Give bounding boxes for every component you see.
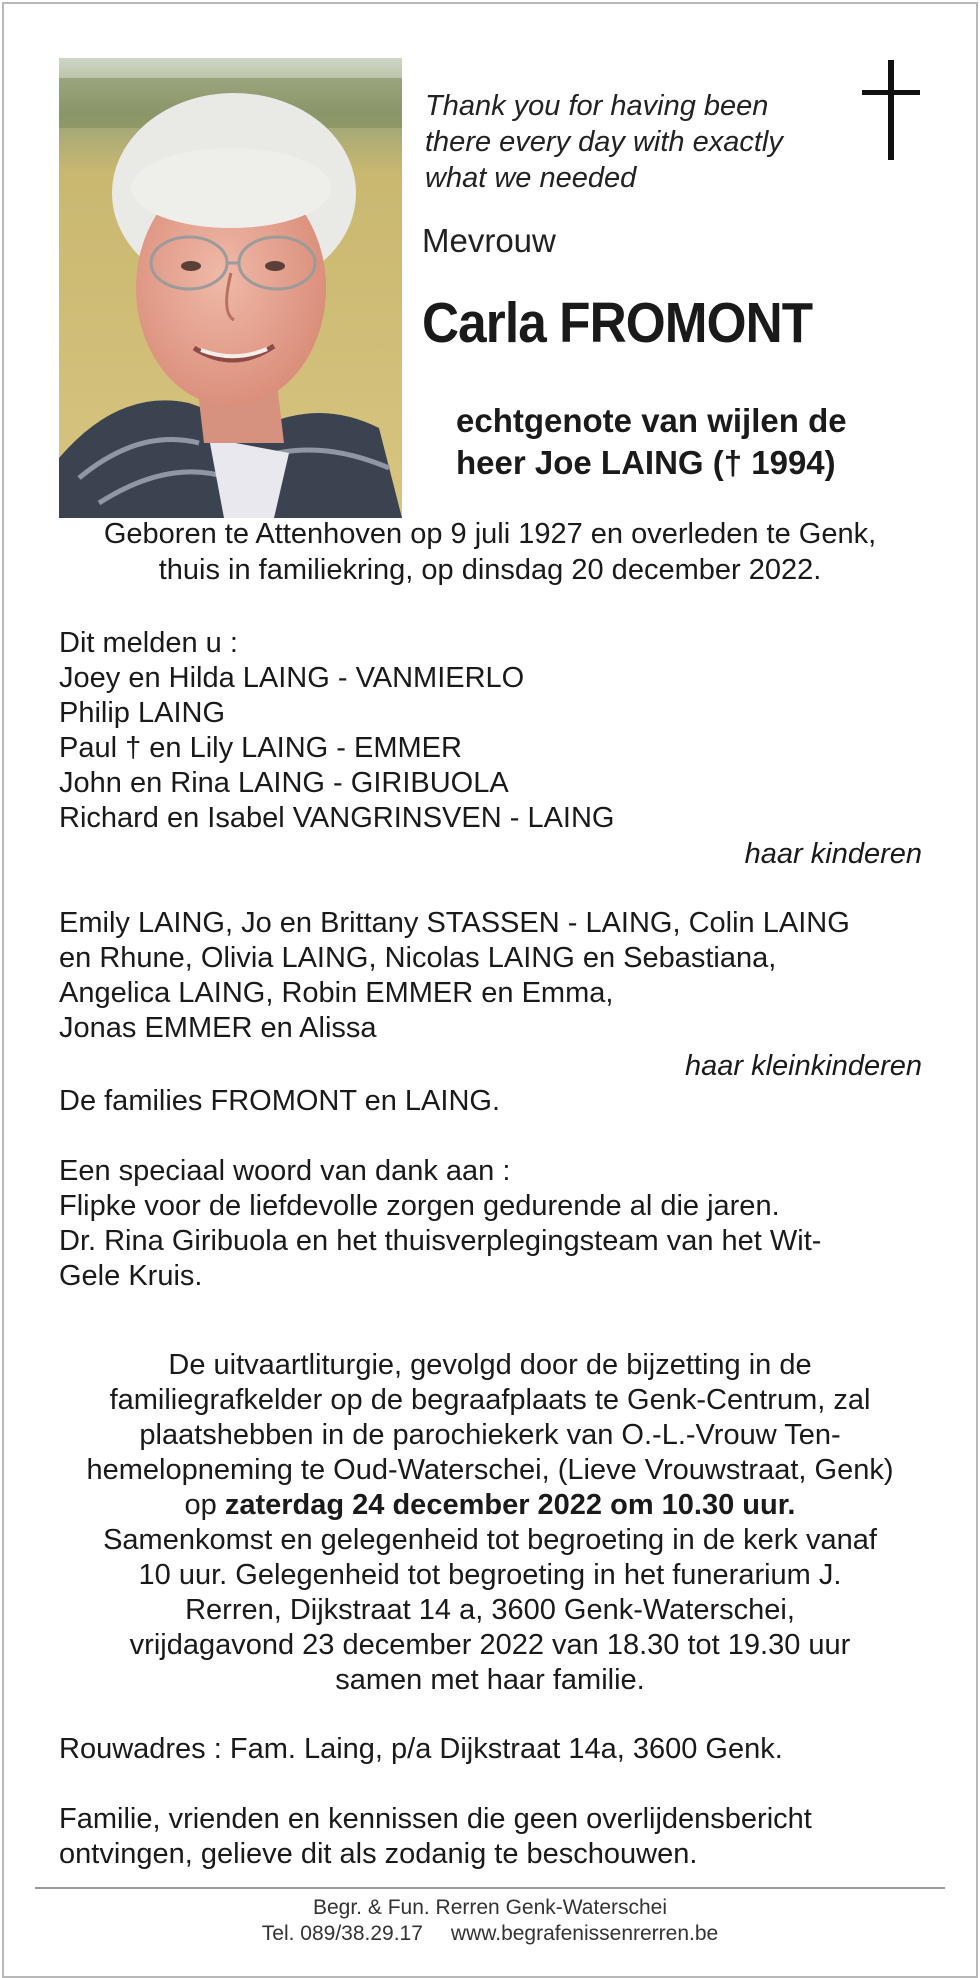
families [59,1084,924,1119]
portrait-photo [59,58,402,518]
list-item: Angelica LAING, Robin EMMER en Emma, [59,977,614,1009]
mourning-address [59,1732,924,1767]
children-list [59,626,924,836]
spouse-info [456,400,936,484]
list-item: en Rhune, Olivia LAING, Nicolas LAING en Sebastiana, [59,942,777,974]
footer-website: www.begrafenissenrerren.be [450,1922,719,1945]
quote-line: Thank you for having been [425,90,769,122]
ceremony-line: samen met haar familie. [335,1664,645,1696]
ceremony-line: vrijdagavond 23 december 2022 van 18.30 tot 19.30 uur [129,1629,851,1661]
footer-divider [35,1887,945,1889]
list-intro: Dit melden u : [59,627,238,659]
list-item: Philip LAING [59,697,226,729]
list-item: Joey en Hilda LAING - VANMIERLO [59,662,525,694]
ceremony-line: hemelopneming te Oud-Waterschei, (Lieve Vrouwstraat, Genk) [86,1454,894,1486]
grandchildren-list [59,906,924,1046]
notice-line: ontvingen, gelieve dit als zodanig te beschouwen. [59,1838,698,1870]
thanks-line: Een speciaal woord van dank aan : [59,1155,511,1187]
ceremony-line: Rerren, Dijkstraat 14 a, 3600 Genk-Waterschei, [185,1594,795,1626]
latin-cross-icon [862,60,920,160]
ceremony-line: 10 uur. Gelegenheid tot begroeting in het funerarium J. [138,1559,842,1591]
thanks-line: Dr. Rina Giribuola en het thuisverplegingsteam van het Wit- [59,1225,822,1257]
footer-phone: Tel. 089/38.29.17 [261,1922,423,1945]
notice-line: Familie, vrienden en kennissen die geen overlijdensbericht [59,1803,812,1835]
footer [0,1895,980,1947]
notice-block [59,1802,924,1872]
ceremony-line: plaatshebben in de parochiekerk van O.-L.-Vrouw Ten- [139,1419,841,1451]
deceased-name: Carla FROMONT [422,291,813,355]
quote [425,88,845,196]
ceremony-date: zaterdag 24 december 2022 om 10.30 uur. [224,1489,796,1521]
ceremony-date-prefix: op [184,1489,225,1521]
born-line: thuis in familiekring, op dinsdag 20 december 2022. [158,554,822,586]
families-line: De families FROMONT en LAING. [59,1085,501,1117]
address-line: Rouwadres : Fam. Laing, p/a Dijkstraat 14a, 3600 Genk. [59,1733,783,1765]
list-item: Emily LAING, Jo en Brittany STASSEN - LAING, Colin LAING [59,907,850,939]
list-item: Richard en Isabel VANGRINSVEN - LAING [59,802,615,834]
spouse-line: heer Joe LAING († 1994) [456,444,836,481]
footer-contact [0,1921,980,1947]
list-item: Paul † en Lily LAING - EMMER [59,732,462,764]
children-role: haar kinderen [744,838,922,870]
ceremony-line: Samenkomst en gelegenheid tot begroeting in de kerk vanaf [103,1524,877,1556]
ceremony-date-line [40,1488,940,1523]
quote-line: there every day with exactly [425,126,783,158]
spouse-line: echtgenote van wijlen de [456,402,847,439]
thanks-line: Gele Kruis. [59,1260,203,1292]
footer-company: Begr. & Fun. Rerren Genk-Waterschei [312,1896,668,1919]
ceremony-info [40,1348,940,1698]
thanks-block [59,1154,924,1294]
ceremony-line: familiegrafkelder op de begraafplaats te Genk-Centrum, zal [109,1384,871,1416]
list-item: Jonas EMMER en Alissa [59,1012,377,1044]
salutation: Mevrouw [422,222,556,259]
list-item: John en Rina LAING - GIRIBUOLA [59,767,509,799]
quote-line: what we needed [425,162,637,194]
ceremony-line: De uitvaartliturgie, gevolgd door de bijzetting in de [168,1349,812,1381]
grandchildren-role: haar kleinkinderen [685,1050,922,1082]
birth-death-info [40,516,940,588]
thanks-line: Flipke voor de liefdevolle zorgen gedurende al die jaren. [59,1190,780,1222]
born-line: Geboren te Attenhoven op 9 juli 1927 en overleden te Genk, [103,518,877,550]
